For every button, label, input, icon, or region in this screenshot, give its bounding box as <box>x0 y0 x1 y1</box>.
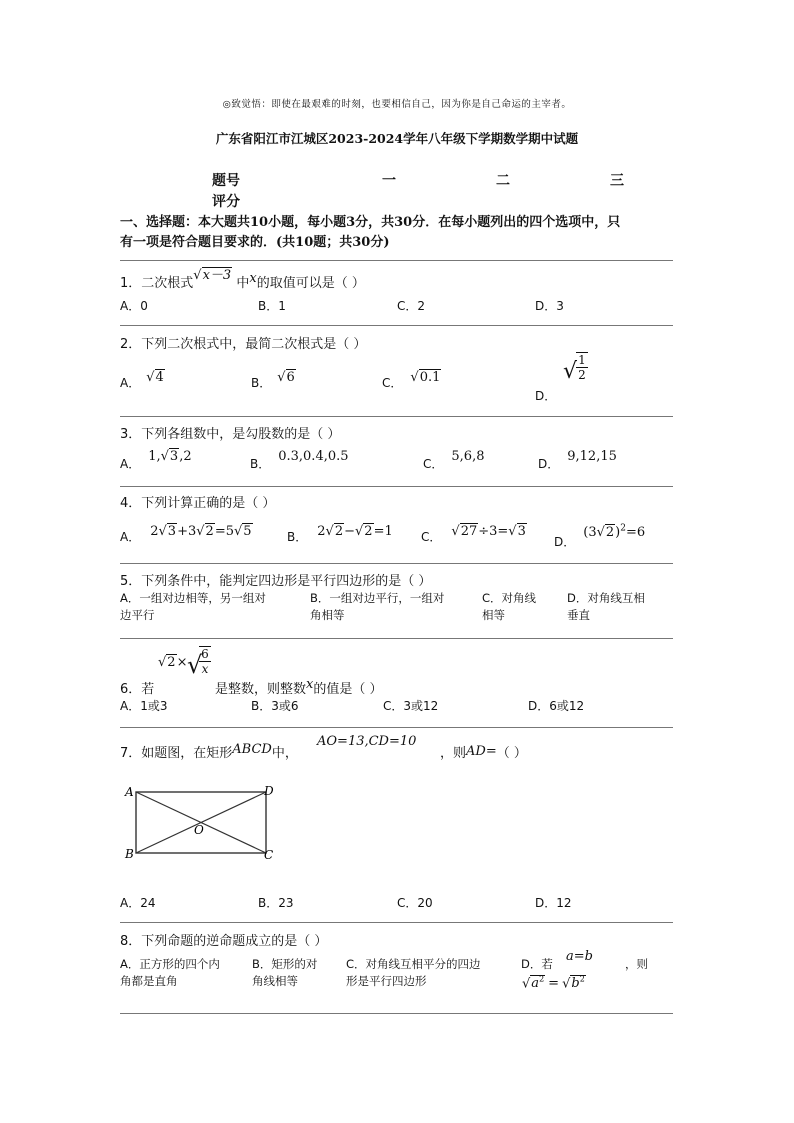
q6-option-b[interactable]: B．3或6 <box>251 699 299 713</box>
q6-prefix: 6．若 <box>120 682 155 697</box>
rectangle-figure <box>118 780 288 865</box>
q8-d-then: ，则 <box>625 957 648 971</box>
q6-option-d[interactable]: D．6或12 <box>528 699 585 713</box>
q3-stem: 3．下列各组数中，是勾股数的是（ ） <box>120 427 341 442</box>
q4-option-d[interactable]: D．$(3√2)^2=6$ <box>554 523 646 549</box>
q7-option-d[interactable]: D．12 <box>535 896 572 910</box>
score-row2-label: 评分 <box>212 194 240 210</box>
divider <box>120 416 673 417</box>
label-o: O <box>194 823 204 837</box>
divider <box>120 563 673 564</box>
score-col-1: 一 <box>382 173 396 189</box>
q1-option-c[interactable]: C．2 <box>397 299 426 313</box>
q6-option-a[interactable]: A．1或3 <box>120 699 168 713</box>
q3-option-b[interactable]: B． 0.3,0.4,0.5 <box>250 449 349 471</box>
q3-option-d[interactable]: D． 9,12,15 <box>538 449 617 471</box>
q8-option-a[interactable]: A．正方形的四个内 角都是直角 <box>120 957 220 988</box>
q3-option-a[interactable]: A． 1,√3,2 <box>120 449 192 471</box>
label-c: C <box>264 848 274 862</box>
q7-stem-end: ，则AD=（ ） <box>440 744 527 761</box>
q1-radical: √x－3 <box>193 268 232 283</box>
q6-radical-2: √2× <box>158 655 188 670</box>
label-b: B <box>125 847 134 861</box>
q5-option-a[interactable]: A．一组对边相等，另一组对 边平行 <box>120 591 266 622</box>
q6-big-radical: √ <box>187 651 203 679</box>
label-d: D <box>264 784 274 798</box>
q8-option-b[interactable]: B．矩形的对 角线相等 <box>252 957 318 988</box>
q5-option-b[interactable]: B．一组对边平行，一组对 角相等 <box>310 591 445 622</box>
score-col-3: 三 <box>610 173 624 189</box>
divider <box>120 325 673 326</box>
label-a: A <box>125 785 134 799</box>
q4-option-b[interactable]: B． 2√2−√2=1 <box>287 524 393 544</box>
q6-option-c[interactable]: C．3或12 <box>383 699 439 713</box>
q8-option-c[interactable]: C．对角线互相平分的四边 形是平行四边形 <box>346 957 481 988</box>
divider <box>120 1013 673 1014</box>
divider <box>120 638 673 639</box>
q2-option-c[interactable]: C． √0.1 <box>382 370 441 390</box>
divider <box>120 486 673 487</box>
q2-d-fraction: 1 2 <box>576 352 588 382</box>
q8-option-d[interactable]: D．若 <box>521 957 553 971</box>
q7-stem: 7．如题图，在矩形ABCD中， <box>120 742 298 761</box>
score-row-label: 题号 <box>212 173 240 189</box>
q5-option-c[interactable]: C．对角线 相等 <box>482 591 537 622</box>
q1-prefix: 1．二次根式 <box>120 276 194 291</box>
section-heading-line2: 有一项是符合题目要求的．(共10题；共30分) <box>120 235 390 250</box>
q7-condition: AO=13,CD=10 <box>317 734 417 749</box>
divider <box>120 260 673 261</box>
q2-stem: 2．下列二次根式中，最简二次根式是（ ） <box>120 337 367 352</box>
q1-suffix: 的取值可以是（ ） <box>256 276 365 291</box>
q2-option-a[interactable]: A． √4 <box>120 370 164 390</box>
q8-d-equation: $√a^2 = √b^2$ <box>522 975 585 992</box>
divider <box>120 727 673 728</box>
q6-stem-rest: 是整数，则整数x的值是（ ） <box>215 677 383 697</box>
q1-option-a[interactable]: A．0 <box>120 299 148 313</box>
section-heading-line1: 一、选择题：本大题共10小题，每小题3分，共30分．在每小题列出的四个选项中，只 <box>120 215 621 230</box>
page-title: 广东省阳江市江城区2023-2024学年八年级下学期数学期中试题 <box>215 131 579 146</box>
divider <box>120 922 673 923</box>
q1-stem <box>120 268 365 291</box>
q7-option-a[interactable]: A．24 <box>120 896 156 910</box>
q8-d-condition: a=b <box>566 949 593 964</box>
q2-d-radical: √ <box>563 359 578 384</box>
q7-option-c[interactable]: C．20 <box>397 896 433 910</box>
q6-fraction: 6 x <box>199 646 211 676</box>
q5-option-d[interactable]: D．对角线互相 垂直 <box>567 591 645 622</box>
q1-option-d[interactable]: D．3 <box>535 299 564 313</box>
q8-stem: 8．下列命题的逆命题成立的是（ ） <box>120 934 328 949</box>
q7-option-b[interactable]: B．23 <box>258 896 294 910</box>
motto: ◎致觉悟：即使在最艰难的时刻，也要相信自己，因为你是自己命运的主宰者。 <box>222 99 572 110</box>
q3-option-c[interactable]: C． 5,6,8 <box>423 449 485 471</box>
q2-option-b[interactable]: B． √6 <box>251 370 295 390</box>
q1-option-b[interactable]: B．1 <box>258 299 286 313</box>
score-col-2: 二 <box>496 173 510 189</box>
q5-stem: 5．下列条件中，能判定四边形是平行四边形的是（ ） <box>120 574 432 589</box>
q4-option-c[interactable]: C． √27÷3=√3 <box>421 524 526 544</box>
q4-option-a[interactable]: A． 2√3+3√2=5√5 <box>120 524 252 544</box>
q4-stem: 4．下列计算正确的是（ ） <box>120 496 276 511</box>
q1-var: x <box>249 271 257 286</box>
q1-mid: 中 <box>236 276 250 291</box>
q2-option-d[interactable]: D． <box>535 389 557 403</box>
